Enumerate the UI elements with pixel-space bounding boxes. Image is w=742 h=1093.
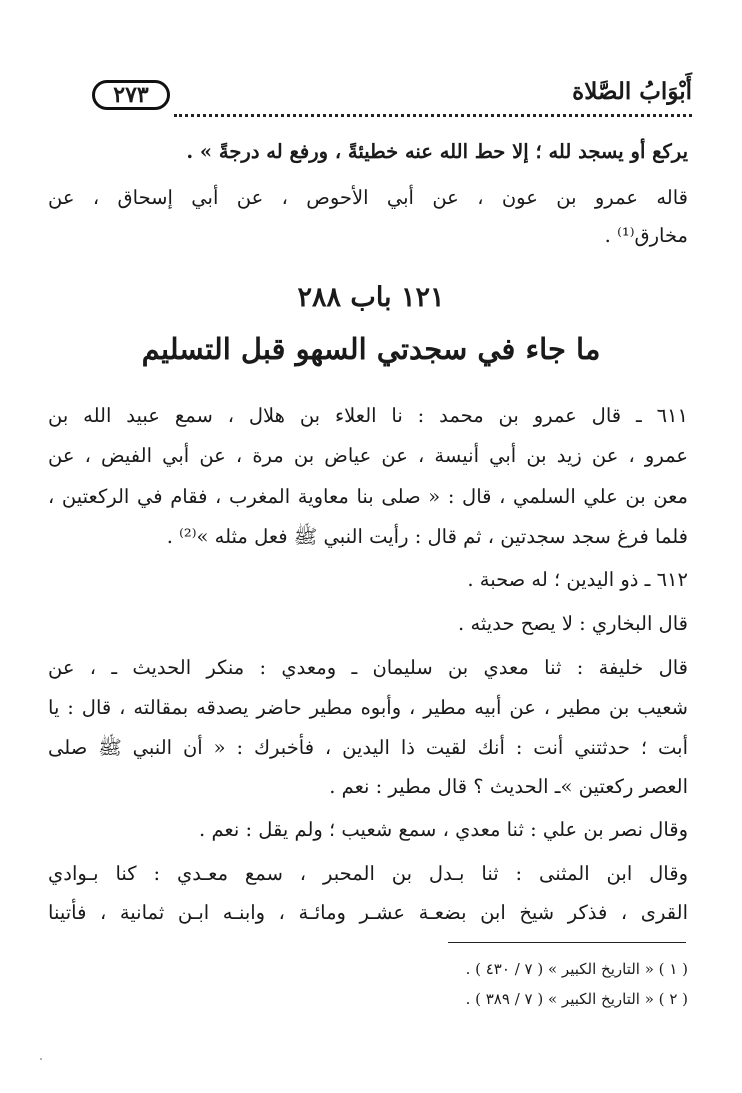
khalifa-line: أبت ؛ حدثتني أنت : أنك لقيت ذا اليدين ، فأخبرك : « أن النبي ﷺ صلى xyxy=(48,736,688,759)
hadith-612: ٦١٢ ـ ذو اليدين ؛ له صحبة . xyxy=(467,568,688,591)
hadith-611-line: عمرو ، عن زيد بن أبي أنيسة ، عن عياض بن مرة ، عن أبي الفيض ، عن xyxy=(48,444,688,467)
text-line: يركع أو يسجد لله ؛ إلا حط الله عنه خطيئةً ، ورفع له درجةً » . xyxy=(186,140,688,163)
hadith-611-line: فلما فرغ سجد سجدتين ، ثم قال : رأيت النبي ﷺ فعل مثله »⁽²⁾ . xyxy=(166,525,688,548)
khalifa-line: شعيب بن مطير ، عن أبيه مطير ، وأبوه مطير حاضر يصدقه بمقالته ، قال : يا xyxy=(48,696,688,719)
chapter-title: ما جاء في سجدتي السهو قبل التسليم xyxy=(141,332,601,366)
nasr-line: وقال نصر بن علي : ثنا معدي ، سمع شعيب ؛ ولم يقل : نعم . xyxy=(199,818,688,841)
muthanna-line: القرى ، فذكر شيخ ابن بضعـة عشـر ومائـة ، وابنـه ابـن ثمانية ، فأتينا xyxy=(48,901,688,924)
text-line: قاله عمرو بن عون ، عن أبي الأحوص ، عن أبي إسحاق ، عن xyxy=(48,186,688,209)
page-header xyxy=(92,72,692,122)
muthanna-line: وقال ابن المثنى : ثنا بـدل بن المحبر ، سمع معـدي : كنا بـوادي xyxy=(48,862,688,885)
footnote-rule xyxy=(448,942,686,943)
bukhari-note: قال البخاري : لا يصح حديثه . xyxy=(458,612,688,635)
scan-speck xyxy=(40,1058,42,1060)
footnote-1: ( ١ ) « التاريخ الكبير » ( ٧ / ٤٣٠ ) . xyxy=(465,960,688,978)
footnote-2: ( ٢ ) « التاريخ الكبير » ( ٧ / ٣٨٩ ) . xyxy=(465,990,688,1008)
hadith-611-line: معن بن علي السلمي ، قال : « صلى بنا معاوية المغرب ، فقام في الركعتين ، xyxy=(48,485,688,508)
page-number: ٢٧٣ xyxy=(113,82,149,108)
khalifa-line: قال خليفة : ثنا معدي بن سليمان ـ ومعدي : منكر الحديث ـ ، عن xyxy=(48,656,688,679)
page-number-badge xyxy=(92,80,170,110)
chapter-number: ١٢١ باب ٢٨٨ xyxy=(297,282,445,313)
text-line: مخارق⁽¹⁾ . xyxy=(604,224,688,247)
running-title: أَبْوَابُ الصَّلاة xyxy=(572,78,692,105)
khalifa-line: العصر ركعتين »ـ الحديث ؟ قال مطير : نعم . xyxy=(329,775,688,798)
header-rule xyxy=(174,114,692,117)
hadith-611-line: ٦١١ ـ قال عمرو بن محمد : نا العلاء بن هلال ، سمع عبيد الله بن xyxy=(48,404,688,427)
